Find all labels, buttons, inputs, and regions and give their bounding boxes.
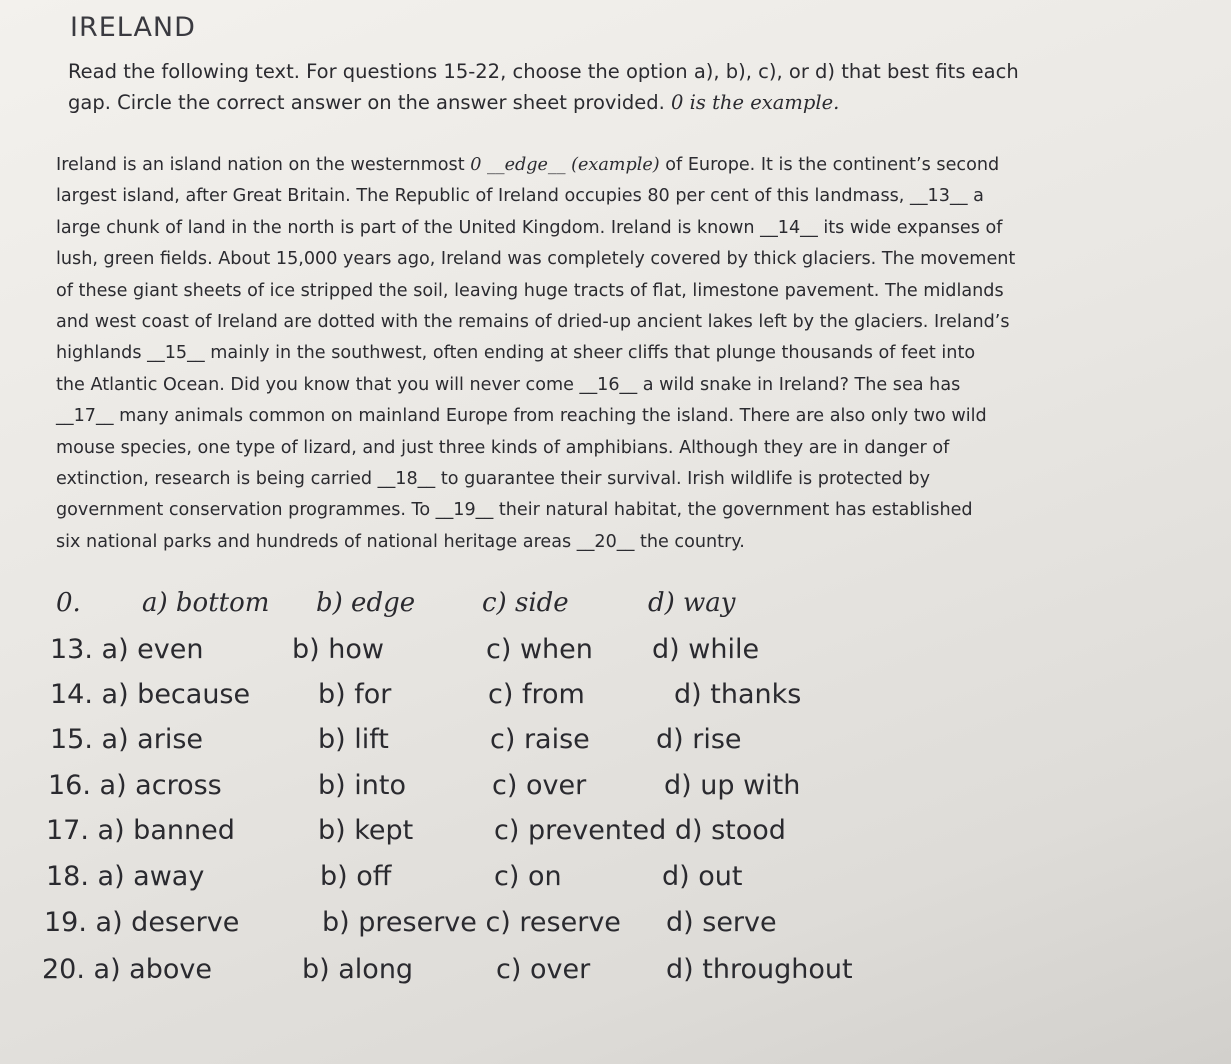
option-c[interactable]: c) raise <box>490 724 590 755</box>
passage-line-10: mouse species, one type of lizard, and just three kinds of amphibians. Although they are in danger of <box>56 437 950 458</box>
option-b[interactable]: b) for <box>318 679 392 710</box>
instructions-line-1: Read the following text. For questions 15-22, choose the option a), b), c), or d) that best fits each <box>68 60 1019 83</box>
question-and-option-a[interactable]: 14. a) because <box>50 679 251 710</box>
reading-passage <box>56 150 1126 558</box>
passage-line-5: of these giant sheets of ice stripped the soil, leaving huge tracts of flat, limestone pavement. The midlands <box>56 280 1004 301</box>
option-d[interactable]: d) while <box>652 634 760 665</box>
option-a[interactable]: a) bottom <box>142 588 270 618</box>
example-gap: __edge__ <box>486 155 566 175</box>
option-c[interactable]: c) from <box>488 679 585 710</box>
question-and-option-a[interactable]: 13. a) even <box>50 634 204 665</box>
passage-line-6: and west coast of Ireland are dotted with the remains of dried-up ancient lakes left by the glaciers. Ireland’s <box>56 312 1010 333</box>
option-row-example <box>42 588 902 632</box>
question-and-option-a[interactable]: 19. a) deserve <box>44 907 240 938</box>
question-and-option-a[interactable]: 16. a) across <box>48 770 222 801</box>
passage-line-13: six national parks and hundreds of national heritage areas __20__ the country. <box>56 531 745 552</box>
page-title: IRELAND <box>70 12 196 43</box>
option-c-and-d[interactable]: c) prevented d) stood <box>494 815 786 846</box>
option-d[interactable]: d) way <box>648 588 736 618</box>
example-note: 0 is the example. <box>671 91 840 114</box>
option-b[interactable]: b) off <box>320 861 392 892</box>
option-row-17 <box>42 815 902 859</box>
passage-line-8: the Atlantic Ocean. Did you know that you will never come __16__ a wild snake in Ireland? The sea has <box>56 374 961 395</box>
passage-line-4: lush, green fields. About 15,000 years ago, Ireland was completely covered by thick glaciers. The movement <box>56 249 1016 270</box>
option-b[interactable]: b) kept <box>318 815 414 846</box>
question-and-option-a[interactable]: 15. a) arise <box>50 724 204 755</box>
option-c[interactable]: c) when <box>486 634 593 665</box>
option-d[interactable]: d) rise <box>656 724 742 755</box>
option-b[interactable]: b) edge <box>316 588 416 618</box>
option-b[interactable]: b) how <box>292 634 384 665</box>
option-d[interactable]: d) out <box>662 861 743 892</box>
option-b[interactable]: b) into <box>318 770 406 801</box>
option-b[interactable]: b) lift <box>318 724 389 755</box>
question-and-option-a[interactable]: 20. a) above <box>42 954 212 985</box>
option-c[interactable]: c) over <box>492 770 587 801</box>
passage-line-12: government conservation programmes. To __19__ their natural habitat, the government has established <box>56 500 973 521</box>
question-and-option-a[interactable]: 18. a) away <box>46 861 205 892</box>
option-c[interactable]: c) side <box>482 588 569 618</box>
option-b[interactable]: b) along <box>302 954 414 985</box>
option-row-15 <box>42 724 902 768</box>
example-number: 0 <box>470 155 487 175</box>
instructions-line-2 <box>68 87 1088 118</box>
passage-text: Ireland is an island nation on the westernmost <box>56 155 471 175</box>
option-d[interactable]: d) throughout <box>666 954 853 985</box>
option-c[interactable]: c) on <box>494 861 562 892</box>
question-and-option-a[interactable]: 17. a) banned <box>46 815 235 846</box>
passage-line-7: highlands __15__ mainly in the southwest, often ending at sheer cliffs that plunge thousands of feet into <box>56 343 976 364</box>
option-row-14 <box>42 679 902 723</box>
option-d[interactable]: d) up with <box>664 770 801 801</box>
instructions <box>68 56 1088 118</box>
option-row-18 <box>42 861 902 905</box>
example-label: (example) <box>565 155 660 175</box>
passage-line-9: __17__ many animals common on mainland Europe from reaching the island. There are also only two wild <box>56 406 987 427</box>
passage-line-1 <box>56 150 1126 181</box>
passage-line-11: extinction, research is being carried __18__ to guarantee their survival. Irish wildlife is protected by <box>56 469 931 490</box>
option-d[interactable]: d) serve <box>666 907 777 938</box>
option-d[interactable]: d) thanks <box>674 679 802 710</box>
question-number: 0. <box>56 588 81 618</box>
option-row-16 <box>42 770 902 814</box>
passage-line-2: largest island, after Great Britain. The Republic of Ireland occupies 80 per cent of this landmass, __13__ a <box>56 186 984 207</box>
option-row-13 <box>42 634 902 678</box>
instructions-text: gap. Circle the correct answer on the answer sheet provided. <box>68 91 672 114</box>
option-c[interactable]: c) over <box>496 954 591 985</box>
passage-text: of Europe. It is the continent’s second <box>659 155 1000 175</box>
option-b-and-c[interactable]: b) preserve c) reserve <box>322 907 621 938</box>
option-row-19 <box>42 907 902 951</box>
option-row-20 <box>42 954 902 998</box>
passage-line-3: large chunk of land in the north is part of the United Kingdom. Ireland is known __14__ its wide expanses of <box>56 217 1003 238</box>
